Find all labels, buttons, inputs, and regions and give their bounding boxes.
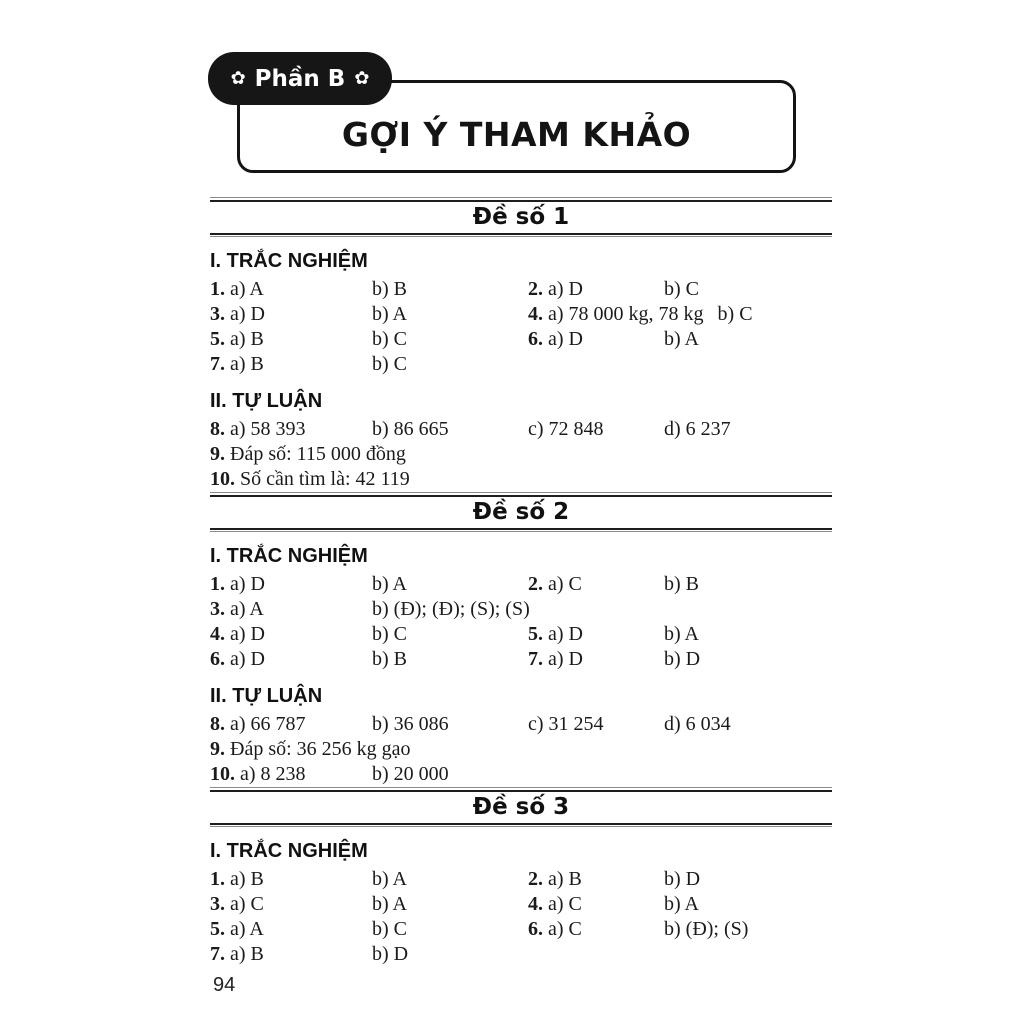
block-heading: II. TỰ LUẬN: [210, 685, 323, 707]
answer-cell: 8. a) 58 393: [210, 418, 306, 440]
answer-cell: 5. a) A: [210, 918, 264, 940]
section-rule-bottom: [210, 233, 832, 238]
part-label: Phần B: [254, 65, 346, 92]
answer-cell: 2. a) C: [528, 573, 582, 595]
answer-cell: b) D: [664, 648, 701, 670]
section-rule-bottom: [210, 528, 832, 533]
answer-cell: 7. a) B: [210, 943, 264, 965]
answer-row: [210, 302, 832, 327]
answer-cell: 9. Đáp số: 36 256 kg gạo: [210, 738, 411, 760]
answer-row: [210, 712, 832, 737]
answer-cell: d) 6 034: [664, 713, 731, 735]
section-rule-bottom: [210, 823, 832, 828]
answer-cell: 4. a) D: [210, 623, 265, 645]
answer-cell: b) C: [664, 278, 699, 300]
answer-cell: 6. a) D: [210, 648, 265, 670]
answer-row: [210, 352, 832, 377]
answer-cell: 1. a) A: [210, 278, 264, 300]
page-title: GỢI Ý THAM KHẢO: [341, 115, 692, 154]
answer-cell: 5. a) B: [210, 328, 264, 350]
answer-cell: b) B: [372, 278, 407, 300]
answer-row: [210, 622, 832, 647]
answer-row: [210, 467, 832, 492]
answer-cell: b) C: [372, 918, 407, 940]
block-heading: I. TRẮC NGHIỆM: [210, 545, 368, 567]
answer-cell: b) (Đ); (Đ); (S); (S): [372, 598, 530, 620]
answer-cell: b) A: [664, 623, 699, 645]
answer-cell: b) A: [372, 303, 407, 325]
answer-cell: 6. a) D: [528, 328, 583, 350]
answer-cell: 7. a) B: [210, 353, 264, 375]
answer-cell: 7. a) D: [528, 648, 583, 670]
answer-cell: b) A: [372, 868, 407, 890]
answer-cell: c) 31 254: [528, 713, 604, 735]
answer-cell: d) 6 237: [664, 418, 731, 440]
section-title: Đề số 2: [472, 498, 570, 525]
answer-cell: 10. a) 8 238: [210, 763, 306, 785]
answer-cell: 4. a) 78 000 kg, 78 kg: [528, 303, 704, 325]
page-number: 94: [213, 974, 236, 996]
answer-cell: c) 72 848: [528, 418, 604, 440]
answer-row: [210, 892, 832, 917]
answer-cell: b) A: [372, 893, 407, 915]
answer-row: [210, 647, 832, 672]
answer-row: [210, 867, 832, 892]
answer-row: [210, 442, 832, 467]
answer-cell: 3. a) C: [210, 893, 264, 915]
answer-cell: b) C: [372, 353, 407, 375]
answer-cell: 3. a) D: [210, 303, 265, 325]
answer-row: [210, 762, 832, 787]
answer-cell: b) 20 000: [372, 763, 449, 785]
part-b-badge: [208, 52, 392, 105]
answer-row: [210, 597, 832, 622]
answer-key-content: [210, 197, 832, 967]
answer-cell: 3. a) A: [210, 598, 264, 620]
answer-row: [210, 737, 832, 762]
answer-cell: b) (Đ); (S): [664, 918, 749, 940]
answer-cell: 4. a) C: [528, 893, 582, 915]
answer-row: [210, 942, 832, 967]
flower-icon: ✿: [230, 67, 246, 89]
answer-cell: b) A: [664, 328, 699, 350]
answer-cell: 5. a) D: [528, 623, 583, 645]
answer-row: [210, 572, 832, 597]
answer-row: [210, 327, 832, 352]
section-title: Đề số 1: [472, 203, 570, 230]
answer-cell: b) 36 086: [372, 713, 449, 735]
answer-cell: b) C: [717, 303, 753, 325]
answer-cell: 6. a) C: [528, 918, 582, 940]
answer-cell: b) 86 665: [372, 418, 449, 440]
section-title: Đề số 3: [472, 793, 570, 820]
answer-cell: b) D: [372, 943, 409, 965]
section-band: [210, 492, 832, 532]
section-band: [210, 197, 832, 237]
answer-cell: b) A: [372, 573, 407, 595]
answer-cell: b) C: [372, 623, 407, 645]
answer-cell: b) A: [664, 893, 699, 915]
answer-cell: 2. a) B: [528, 868, 582, 890]
answer-row: [210, 917, 832, 942]
block-heading: II. TỰ LUẬN: [210, 390, 323, 412]
section-band: [210, 787, 832, 827]
answer-cell: b) B: [372, 648, 407, 670]
answer-cell: b) C: [372, 328, 407, 350]
answer-cell: 8. a) 66 787: [210, 713, 306, 735]
answer-cell: b) B: [664, 573, 699, 595]
answer-cell: 9. Đáp số: 115 000 đồng: [210, 443, 406, 465]
answer-cell: 10. Số cần tìm là: 42 119: [210, 468, 410, 490]
answer-cell: 1. a) B: [210, 868, 264, 890]
answer-row: [210, 417, 832, 442]
answer-cell: 1. a) D: [210, 573, 265, 595]
block-heading: I. TRẮC NGHIỆM: [210, 840, 368, 862]
flower-icon: ✿: [354, 67, 370, 89]
answer-row: [210, 277, 832, 302]
answer-cell: b) D: [664, 868, 701, 890]
block-heading: I. TRẮC NGHIỆM: [210, 250, 368, 272]
answer-cell: 2. a) D: [528, 278, 583, 300]
